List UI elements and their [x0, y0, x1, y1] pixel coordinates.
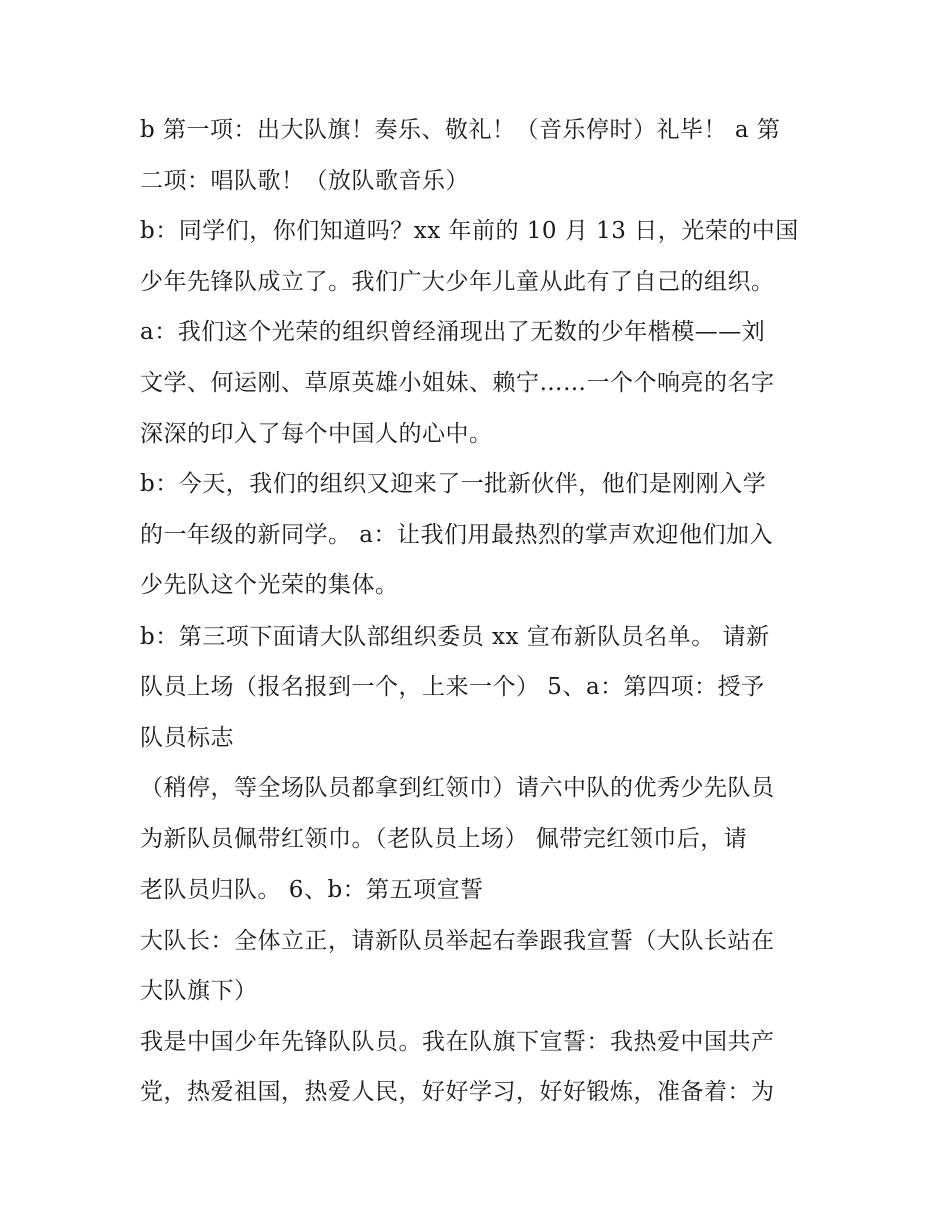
text-line: 的一年级的新同学。 a：让我们用最热烈的掌声欢迎他们加入 — [140, 522, 774, 548]
text-line: 老队员归队。 6、b：第五项宣誓 — [140, 877, 484, 903]
text-line: b：第三项下面请大队部组织委员 xx 宣布新队员名单。 请新 — [140, 624, 770, 650]
text-line: 少先队这个光荣的集体。 — [140, 572, 399, 598]
text-line: b：今天，我们的组织又迎来了一批新伙伴，他们是刚刚入学 — [140, 471, 767, 497]
text-line: 我是中国少年先锋队队员。我在队旗下宣誓：我热爱中国共产 — [140, 1029, 775, 1055]
text-line: 大队旗下） — [140, 978, 258, 1004]
text-line: 为新队员佩带红领巾。（老队员上场） 佩带完红领巾后，请 — [140, 826, 748, 852]
text-line: a：我们这个光荣的组织曾经涌现出了无数的少年楷模——刘 — [140, 319, 766, 345]
text-line: 文学、何运刚、草原英雄小姐妹、赖宁……一个个响亮的名字 — [140, 370, 775, 396]
text-line: b 第一项：出大队旗！奏乐、敬礼！（音乐停时）礼毕！ a 第 — [140, 117, 781, 143]
text-line: 队员上场（报名报到一个，上来一个） 5、a：第四项：授予 — [140, 674, 765, 700]
text-line: 二项：唱队歌！（放队歌音乐） — [140, 168, 469, 194]
text-line: b：同学们，你们知道吗？xx 年前的 10 月 13 日，光荣的中国 — [140, 218, 799, 244]
text-line: 队员标志 — [140, 725, 234, 751]
text-line: （稍停，等全场队员都拿到红领巾）请六中队的优秀少先队员 — [140, 775, 775, 801]
text-line: 党，热爱祖国，热爱人民，好好学习，好好锻炼，准备着：为 — [140, 1079, 775, 1105]
text-line: 少年先锋队成立了。我们广大少年儿童从此有了自己的组织。 — [140, 269, 775, 295]
text-line: 大队长：全体立正，请新队员举起右拳跟我宣誓（大队长站在 — [140, 928, 775, 954]
text-line: 深深的印入了每个中国人的心中。 — [140, 421, 493, 447]
